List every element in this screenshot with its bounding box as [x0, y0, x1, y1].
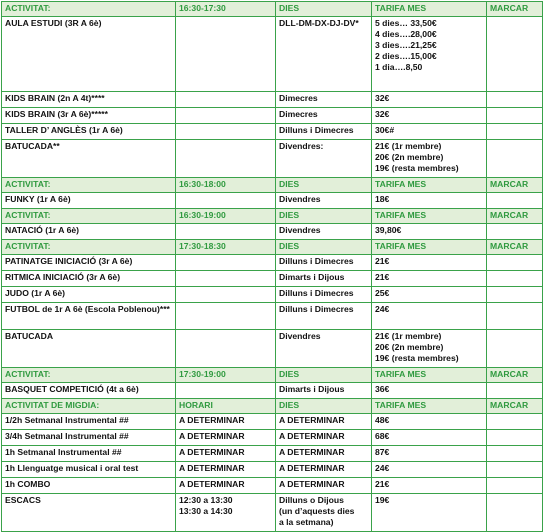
activity-days — [276, 446, 372, 462]
activity-price-line: 48€ — [375, 415, 390, 425]
activity-price-line: 32€ — [375, 93, 390, 103]
activity-days — [276, 108, 372, 124]
migdia-row — [2, 430, 543, 446]
activity-days-line: A DETERMINAR — [279, 447, 345, 457]
activity-time-cell — [176, 383, 276, 399]
activity-price-line: 4 dies….28,00€ — [375, 29, 437, 39]
tarifa-header: TARIFA MES — [372, 209, 487, 224]
marcar-checkbox-cell[interactable] — [487, 287, 543, 303]
activitat-header: ACTIVITAT: — [2, 368, 176, 383]
activity-row — [2, 193, 543, 209]
marcar-checkbox-cell[interactable] — [487, 271, 543, 287]
activity-row — [2, 383, 543, 399]
migdia-header-row — [2, 399, 543, 414]
activity-days-line: Dilluns i Dimecres — [279, 256, 354, 266]
time-slot-header: 16:30-19:00 — [176, 209, 276, 224]
marcar-checkbox-cell[interactable] — [487, 462, 543, 478]
activity-days-line: Dilluns o Dijous — [279, 495, 344, 505]
time-slot-header: 16:30-18:00 — [176, 178, 276, 193]
dies-header: DIES — [276, 178, 372, 193]
activity-days — [276, 193, 372, 209]
tarifa-header: TARIFA MES — [372, 399, 487, 414]
activity-row — [2, 287, 543, 303]
activity-time-cell — [176, 17, 276, 92]
activity-days-line: Dilluns i Dimecres — [279, 288, 354, 298]
activity-row — [2, 303, 543, 330]
activity-price-line: 68€ — [375, 431, 390, 441]
activity-price — [372, 383, 487, 399]
tarifa-header: TARIFA MES — [372, 368, 487, 383]
activity-row — [2, 17, 543, 92]
activity-time-cell — [176, 140, 276, 178]
activity-row — [2, 255, 543, 271]
activity-row — [2, 108, 543, 124]
activity-price — [372, 303, 487, 330]
activity-days — [276, 494, 372, 532]
activity-price — [372, 330, 487, 368]
activity-days-line: A DETERMINAR — [279, 415, 345, 425]
activity-time-cell — [176, 330, 276, 368]
activity-days — [276, 140, 372, 178]
activity-days — [276, 255, 372, 271]
activity-time-cell — [176, 92, 276, 108]
dies-header: DIES — [276, 399, 372, 414]
tarifa-header: TARIFA MES — [372, 178, 487, 193]
activity-price — [372, 494, 487, 532]
migdia-row — [2, 462, 543, 478]
activity-price-line: 3 dies….21,25€ — [375, 40, 437, 50]
activity-time-cell — [176, 287, 276, 303]
marcar-checkbox-cell[interactable] — [487, 494, 543, 532]
activity-days-line: Divendres: — [279, 141, 324, 151]
tarifa-header: TARIFA MES — [372, 2, 487, 17]
activitat-header: ACTIVITAT: — [2, 2, 176, 17]
activity-row — [2, 124, 543, 140]
marcar-header: MARCAR — [487, 399, 543, 414]
section-header-row — [2, 209, 543, 224]
marcar-header: MARCAR — [487, 240, 543, 255]
activity-days — [276, 462, 372, 478]
activity-name: ESCACS — [2, 494, 176, 532]
activity-days — [276, 478, 372, 494]
activity-price-line: 21€ (1r membre) — [375, 141, 442, 151]
marcar-checkbox-cell[interactable] — [487, 124, 543, 140]
activity-days-line: A DETERMINAR — [279, 431, 345, 441]
activity-horari-line: 13:30 a 14:30 — [179, 506, 233, 516]
activity-horari-line: A DETERMINAR — [179, 479, 245, 489]
dies-header: DIES — [276, 368, 372, 383]
activity-horari — [176, 478, 276, 494]
activity-days — [276, 124, 372, 140]
activity-price — [372, 108, 487, 124]
activity-price-line: 20€ (2n membre) — [375, 152, 444, 162]
activity-days-line: Divendres — [279, 194, 321, 204]
activity-horari — [176, 494, 276, 532]
activity-name: KIDS BRAIN (2n A 4t)**** — [2, 92, 176, 108]
activity-price-line: 39,80€ — [375, 225, 402, 235]
activity-days — [276, 383, 372, 399]
activity-name: 3/4h Setmanal Instrumental ## — [2, 430, 176, 446]
activity-name: 1h COMBO — [2, 478, 176, 494]
activity-row — [2, 140, 543, 178]
marcar-checkbox-cell[interactable] — [487, 17, 543, 92]
activity-name: RITMICA INICIACIÓ (3r A 6è) — [2, 271, 176, 287]
activity-time-cell — [176, 224, 276, 240]
activity-price — [372, 446, 487, 462]
activity-price — [372, 287, 487, 303]
activity-price-line: 24€ — [375, 304, 390, 314]
activity-days-line: (un d’aquests dies — [279, 506, 355, 516]
marcar-checkbox-cell[interactable] — [487, 414, 543, 430]
activity-name: BATUCADA** — [2, 140, 176, 178]
migdia-row — [2, 478, 543, 494]
activity-time-cell — [176, 193, 276, 209]
marcar-checkbox-cell[interactable] — [487, 108, 543, 124]
activity-name: AULA ESTUDI (3R A 6è) — [2, 17, 176, 92]
activity-price-line: 87€ — [375, 447, 390, 457]
marcar-checkbox-cell[interactable] — [487, 193, 543, 209]
marcar-header: MARCAR — [487, 368, 543, 383]
activity-price — [372, 414, 487, 430]
activity-price — [372, 17, 487, 92]
activity-price — [372, 140, 487, 178]
activity-row — [2, 92, 543, 108]
activity-days-line: Dilluns i Dimecres — [279, 304, 354, 314]
activity-price — [372, 255, 487, 271]
activity-name: JUDO (1r A 6è) — [2, 287, 176, 303]
migdia-header: ACTIVITAT DE MIGDIA: — [2, 399, 176, 414]
activities-table — [1, 1, 543, 532]
activity-row — [2, 224, 543, 240]
activity-price — [372, 193, 487, 209]
activity-days-line: A DETERMINAR — [279, 463, 345, 473]
activity-name: FUTBOL de 1r A 6è (Escola Poblenou)*** — [2, 303, 176, 330]
marcar-header: MARCAR — [487, 209, 543, 224]
activity-days-line: Dimecres — [279, 109, 318, 119]
activity-price-line: 25€ — [375, 288, 390, 298]
activity-name: FUNKY (1r A 6è) — [2, 193, 176, 209]
activity-days — [276, 303, 372, 330]
marcar-header: MARCAR — [487, 2, 543, 17]
activity-price-line: 36€ — [375, 384, 390, 394]
marcar-header: MARCAR — [487, 178, 543, 193]
activity-price-line: 32€ — [375, 109, 390, 119]
activity-horari-line: A DETERMINAR — [179, 415, 245, 425]
activitat-header: ACTIVITAT: — [2, 209, 176, 224]
activity-time-cell — [176, 271, 276, 287]
activity-name: 1h Setmanal Instrumental ## — [2, 446, 176, 462]
activity-price — [372, 92, 487, 108]
activity-price-line: 19€ (resta membres) — [375, 163, 459, 173]
activity-horari-line: 12:30 a 13:30 — [179, 495, 233, 505]
activitat-header: ACTIVITAT: — [2, 178, 176, 193]
marcar-checkbox-cell[interactable] — [487, 140, 543, 178]
activity-days — [276, 287, 372, 303]
migdia-row — [2, 446, 543, 462]
activity-row — [2, 271, 543, 287]
marcar-checkbox-cell[interactable] — [487, 303, 543, 330]
activity-price-line: 30€# — [375, 125, 395, 135]
activity-price-line: 1 dia….8,50 — [375, 62, 423, 72]
activity-time-cell — [176, 108, 276, 124]
activity-price-line: 21€ — [375, 479, 390, 489]
activity-days — [276, 414, 372, 430]
activity-horari — [176, 414, 276, 430]
activity-horari — [176, 462, 276, 478]
time-slot-header: 17:30-19:00 — [176, 368, 276, 383]
migdia-row — [2, 494, 543, 532]
activity-horari — [176, 446, 276, 462]
activity-days — [276, 430, 372, 446]
activity-name: NATACIÓ (1r A 6è) — [2, 224, 176, 240]
time-slot-header: 16:30-17:30 — [176, 2, 276, 17]
activity-price-line: 24€ — [375, 463, 390, 473]
activity-horari-line: A DETERMINAR — [179, 431, 245, 441]
activity-days-line: Dimecres — [279, 93, 318, 103]
marcar-checkbox-cell[interactable] — [487, 224, 543, 240]
horari-header: HORARI — [176, 399, 276, 414]
activity-price-line: 21€ — [375, 256, 390, 266]
activity-days — [276, 92, 372, 108]
activity-time-cell — [176, 124, 276, 140]
activity-row — [2, 330, 543, 368]
marcar-checkbox-cell[interactable] — [487, 92, 543, 108]
activity-name: TALLER D’ ANGLÈS (1r A 6è) — [2, 124, 176, 140]
activity-days-line: A DETERMINAR — [279, 479, 345, 489]
activity-horari-line: A DETERMINAR — [179, 447, 245, 457]
activity-price-line: 18€ — [375, 194, 390, 204]
marcar-checkbox-cell[interactable] — [487, 383, 543, 399]
activity-horari-line: A DETERMINAR — [179, 463, 245, 473]
activity-name: BASQUET COMPETICIÓ (4t a 6è) — [2, 383, 176, 399]
section-header-row — [2, 368, 543, 383]
activity-days — [276, 17, 372, 92]
activity-days — [276, 224, 372, 240]
activity-time-cell — [176, 303, 276, 330]
marcar-checkbox-cell[interactable] — [487, 446, 543, 462]
marcar-checkbox-cell[interactable] — [487, 330, 543, 368]
section-header-row — [2, 2, 543, 17]
activity-days-line: a la setmana) — [279, 517, 334, 527]
activity-name: BATUCADA — [2, 330, 176, 368]
activity-price-line: 21€ (1r membre) — [375, 331, 442, 341]
dies-header: DIES — [276, 209, 372, 224]
time-slot-header: 17:30-18:30 — [176, 240, 276, 255]
activity-days-line: DLL-DM-DX-DJ-DV* — [279, 18, 359, 28]
activity-price-line: 21€ — [375, 272, 390, 282]
activity-price — [372, 462, 487, 478]
section-header-row — [2, 178, 543, 193]
activity-price — [372, 430, 487, 446]
dies-header: DIES — [276, 2, 372, 17]
activity-name: 1/2h Setmanal Instrumental ## — [2, 414, 176, 430]
activity-days-line: Dimarts i Dijous — [279, 384, 345, 394]
activity-days — [276, 330, 372, 368]
activity-price — [372, 124, 487, 140]
activity-days-line: Dilluns i Dimecres — [279, 125, 354, 135]
activity-days-line: Divendres — [279, 225, 321, 235]
dies-header: DIES — [276, 240, 372, 255]
activity-name: KIDS BRAIN (3r A 6è)***** — [2, 108, 176, 124]
activity-price-line: 5 dies… 33,50€ — [375, 18, 437, 28]
migdia-row — [2, 414, 543, 430]
activity-price-line: 19€ (resta membres) — [375, 353, 459, 363]
activitat-header: ACTIVITAT: — [2, 240, 176, 255]
marcar-checkbox-cell[interactable] — [487, 478, 543, 494]
activity-price-line: 19€ — [375, 495, 390, 505]
marcar-checkbox-cell[interactable] — [487, 255, 543, 271]
activity-horari — [176, 430, 276, 446]
section-header-row — [2, 240, 543, 255]
tarifa-header: TARIFA MES — [372, 240, 487, 255]
activity-price-line: 2 dies….15,00€ — [375, 51, 437, 61]
activity-days-line: Divendres — [279, 331, 321, 341]
activity-price — [372, 224, 487, 240]
activity-price — [372, 478, 487, 494]
activity-name: 1h Llenguatge musical i oral test — [2, 462, 176, 478]
activity-name: PATINATGE INICIACIÓ (3r A 6è) — [2, 255, 176, 271]
marcar-checkbox-cell[interactable] — [487, 430, 543, 446]
activity-price — [372, 271, 487, 287]
activity-price-line: 20€ (2n membre) — [375, 342, 444, 352]
activity-time-cell — [176, 255, 276, 271]
activity-days-line: Dimarts i Dijous — [279, 272, 345, 282]
activity-days — [276, 271, 372, 287]
